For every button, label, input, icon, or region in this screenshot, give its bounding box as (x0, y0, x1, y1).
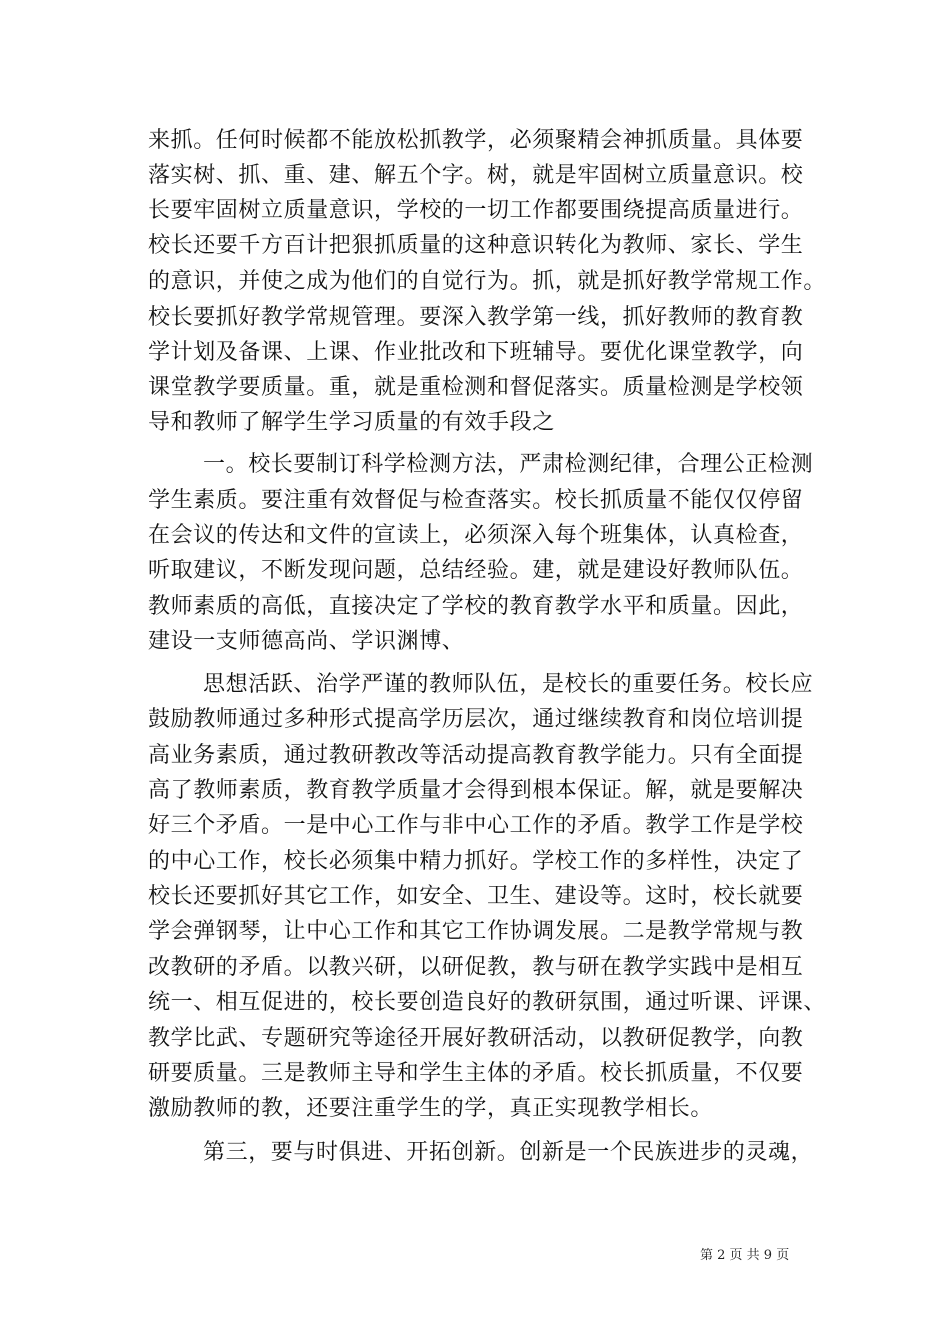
text-line: 研要质量。三是教师主导和学生主体的矛盾。校长抓质量，不仅要 (148, 1061, 804, 1086)
text-line: 的中心工作，校长必须集中精力抓好。学校工作的多样性，决定了 (148, 849, 804, 874)
text-line: 一。校长要制订科学检测方法，严肃检测纪律，合理公正检测 (203, 452, 814, 477)
text-line: 思想活跃、治学严谨的教师队伍，是校长的重要任务。校长应 (203, 672, 814, 697)
text-line: 听取建议，不断发现问题，总结经验。建，就是建设好教师队伍。 (148, 558, 804, 583)
text-line: 高业务素质，通过教研教改等活动提高教育教学能力。只有全面提 (148, 743, 804, 768)
text-line: 校长还要千方百计把狠抓质量的这种意识转化为教师、家长、学生 (148, 233, 804, 258)
text-line: 建设一支师德高尚、学识渊博、 (148, 629, 465, 654)
text-line: 导和教师了解学生学习质量的有效手段之 (148, 410, 555, 435)
text-line: 学生素质。要注重有效督促与检查落实。校长抓质量不能仅仅停留 (148, 488, 804, 513)
text-line: 教学比武、专题研究等途径开展好教研活动，以教研促教学，向教 (148, 1026, 804, 1051)
text-line: 教师素质的高低，直接决定了学校的教育教学水平和质量。因此， (148, 594, 804, 619)
text-line: 统一、相互促进的，校长要创造良好的教研氛围，通过听课、评课、 (148, 990, 827, 1015)
text-line: 改教研的矛盾。以教兴研，以研促教，教与研在教学实践中是相互 (148, 955, 804, 980)
text-line: 激励教师的教，还要注重学生的学，真正实现教学相长。 (148, 1096, 714, 1121)
text-line: 高了教师素质，教育教学质量才会得到根本保证。解，就是要解决 (148, 778, 804, 803)
text-line: 长要牢固树立质量意识，学校的一切工作都要围绕提高质量进行。 (148, 198, 804, 223)
text-line: 在会议的传达和文件的宣读上，必须深入每个班集体，认真检查， (148, 523, 804, 548)
text-line: 鼓励教师通过多种形式提高学历层次，通过继续教育和岗位培训提 (148, 707, 804, 732)
text-line: 课堂教学要质量。重，就是重检测和督促落实。质量检测是学校领 (148, 375, 804, 400)
text-line: 来抓。任何时候都不能放松抓教学，必须聚精会神抓质量。具体要 (148, 128, 804, 153)
text-line: 好三个矛盾。一是中心工作与非中心工作的矛盾。教学工作是学校 (148, 813, 804, 838)
text-line: 落实树、抓、重、建、解五个字。树，就是牢固树立质量意识。校 (148, 163, 804, 188)
text-line: 学会弹钢琴，让中心工作和其它工作协调发展。二是教学常规与教 (148, 919, 804, 944)
text-line: 第三，要与时俱进、开拓创新。创新是一个民族进步的灵魂， (203, 1140, 814, 1165)
text-line: 校长要抓好教学常规管理。要深入教学第一线，抓好教师的教育教 (148, 305, 804, 330)
text-line: 校长还要抓好其它工作，如安全、卫生、建设等。这时，校长就要 (148, 884, 804, 909)
text-line: 学计划及备课、上课、作业批改和下班辅导。要优化课堂教学，向 (148, 340, 804, 365)
text-line: 的意识，并使之成为他们的自觉行为。抓，就是抓好教学常规工作。 (148, 269, 827, 294)
page-number: 第 2 页 共 9 页 (700, 1248, 790, 1263)
